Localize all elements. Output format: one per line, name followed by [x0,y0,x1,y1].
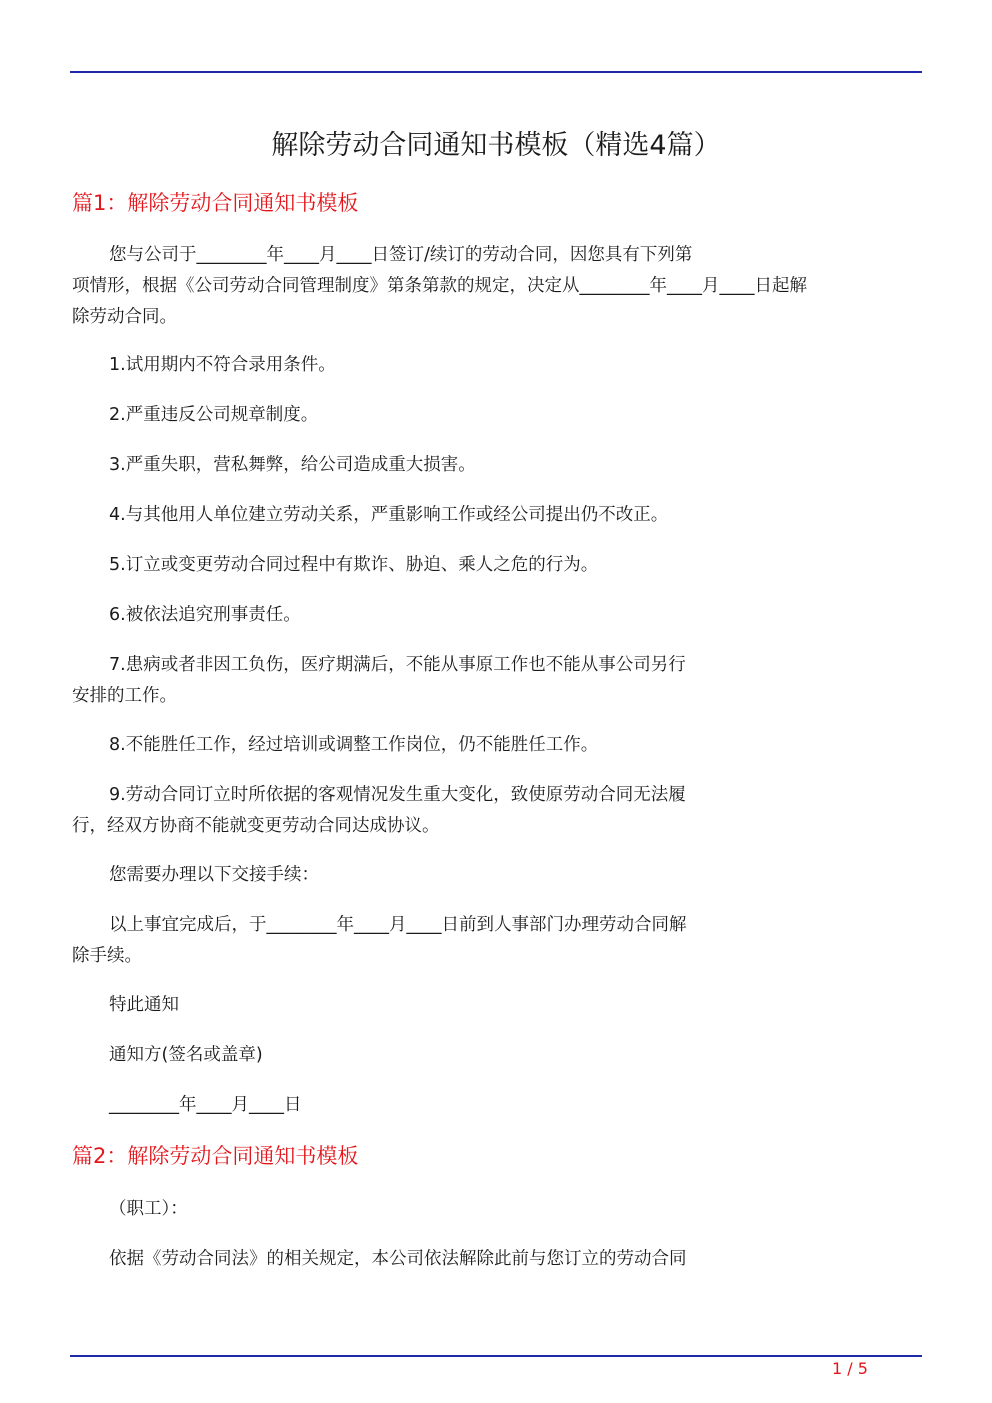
section-2-body: 依据《劳动合同法》的相关规定，本公司依法解除此前与您订立的劳动合同 [109,1249,687,1269]
footer-rule [70,1355,922,1357]
list-item-7-line-1: 7.患病或者非因工负伤，医疗期满后，不能从事原工作也不能从事公司另行 [109,655,686,675]
list-item-7-line-2: 安排的工作。 [72,686,177,706]
list-item-8: 8.不能胜任工作，经过培训或调整工作岗位，仍不能胜任工作。 [109,735,599,755]
list-item-9-line-1: 9.劳动合同订立时所依据的客观情况发生重大变化，致使原劳动合同无法履 [109,785,686,805]
page-number: 1 / 5 [832,1359,868,1378]
intro-line-1: 您与公司于________年____月____日签订/续订的劳动合同，因您具有下列第 [109,245,693,265]
section-1-intro [72,240,807,333]
completion-text [72,910,772,972]
list-item-5: 5.订立或变更劳动合同过程中有欺诈、胁迫、乘人之危的行为。 [109,555,599,575]
list-item-2: 2.严重违反公司规章制度。 [109,405,319,425]
completion-line-1: 以上事宜完成后，于________年____月____日前到人事部门办理劳动合同解 [109,915,687,935]
notice-text: 特此通知 [109,995,179,1015]
list-item-6: 6.被依法追究刑事责任。 [109,605,301,625]
intro-line-2: 项情形，根据《公司劳动合同管理制度》第条第款的规定，决定从________年____月____日起解 [72,276,807,296]
section-1-heading: 篇1：解除劳动合同通知书模板 [72,191,359,215]
handover-text: 您需要办理以下交接手续： [109,865,319,885]
intro-line-3: 除劳动合同。 [72,307,177,327]
signer-text: 通知方(签名或盖章) [109,1045,263,1065]
list-item-9 [72,780,772,842]
list-item-4: 4.与其他用人单位建立劳动关系，严重影响工作或经公司提出仍不改正。 [109,505,669,525]
section-2-heading: 篇2：解除劳动合同通知书模板 [72,1144,359,1168]
list-item-7 [72,650,772,712]
date-line: ________年____月____日 [109,1095,302,1115]
list-item-3: 3.严重失职，营私舞弊，给公司造成重大损害。 [109,455,476,475]
list-item-1: 1.试用期内不符合录用条件。 [109,355,336,375]
completion-line-2: 除手续。 [72,946,142,966]
document-title: 解除劳动合同通知书模板（精选4篇） [271,130,721,161]
list-item-9-line-2: 行，经双方协商不能就变更劳动合同达成协议。 [72,816,440,836]
header-rule [70,71,922,73]
salutation-text: （职工）： [109,1199,188,1219]
